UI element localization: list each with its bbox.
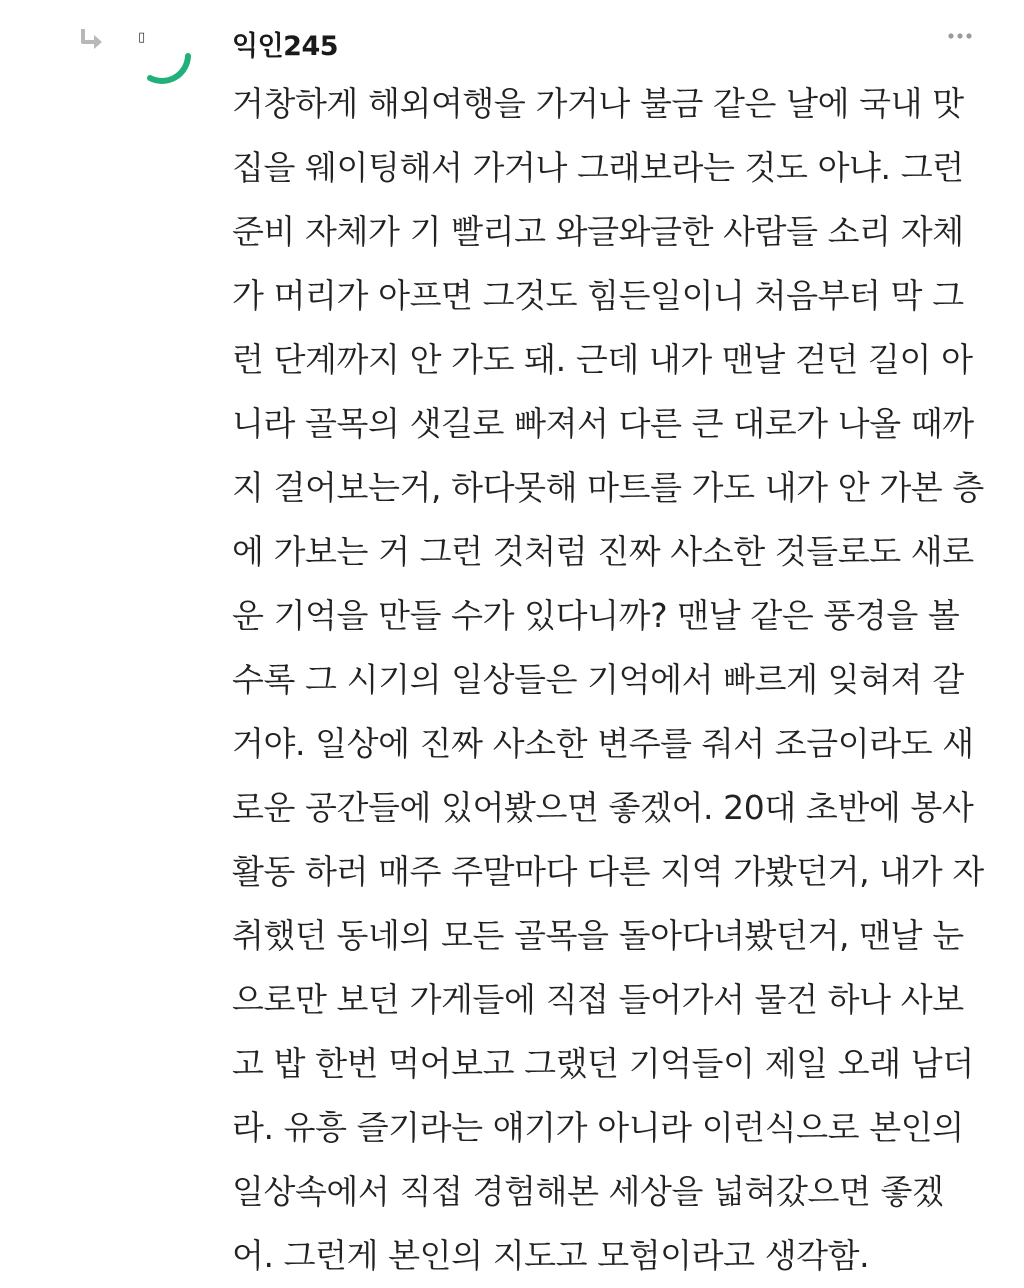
comment-line: 집을 웨이팅해서 가거나 그래보라는 것도 아냐. 그런 — [232, 148, 964, 187]
reply-arrow-icon — [78, 26, 108, 52]
comment-username: 익인245 — [232, 31, 339, 62]
comment-line: 준비 자체가 기 빨리고 와글와글한 사람들 소리 자체 — [232, 212, 964, 251]
comment-line: 활동 하러 매주 주말마다 다른 지역 가봤던거, 내가 자 — [232, 852, 984, 891]
comment-line: 가 머리가 아프면 그것도 힘든일이니 처음부터 막 그 — [232, 276, 964, 315]
comment-body — [232, 72, 984, 1288]
comment-line: 취했던 동네의 모든 골목을 돌아다녀봤던거, 맨날 눈 — [232, 916, 964, 955]
comment-line: 라. 유흥 즐기라는 얘기가 아니라 이런식으로 본인의 — [232, 1108, 964, 1147]
comment-line: 으로만 보던 가게들에 직접 들어가서 물건 하나 사보 — [232, 980, 964, 1019]
comment-line: 거야. 일상에 진짜 사소한 변주를 줘서 조금이라도 새 — [232, 724, 974, 763]
comment-line: 어. 그런게 본인의 지도고 모험이라고 생각함. — [232, 1236, 870, 1275]
comment-line: 거창하게 해외여행을 가거나 불금 같은 날에 국내 맛 — [232, 84, 964, 123]
more-options-icon[interactable] — [945, 26, 975, 46]
comment-line: 고 밥 한번 먹어보고 그랬던 기억들이 제일 오래 남더 — [232, 1044, 974, 1083]
comment-line: 운 기억을 만들 수가 있다니까? 맨날 같은 풍경을 볼 — [232, 596, 960, 635]
comment-line: 니라 골목의 샛길로 빠져서 다른 큰 대로가 나올 때까 — [232, 404, 974, 443]
comment-line: 지 걸어보는거, 하다못해 마트를 가도 내가 안 가본 층 — [232, 468, 984, 507]
comment-line: 일상속에서 직접 경험해본 세상을 넓혀갔으면 좋겠 — [232, 1172, 944, 1211]
comment-line: 런 단계까지 안 가도 돼. 근데 내가 맨날 걷던 길이 아 — [232, 340, 973, 379]
comment-line: 에 가보는 거 그런 것처럼 진짜 사소한 것들로도 새로 — [232, 532, 974, 571]
comment-line: 수록 그 시기의 일상들은 기억에서 빠르게 잊혀져 갈 — [232, 660, 964, 699]
comment-line: 로운 공간들에 있어봤으면 좋겠어. 20대 초반에 봉사 — [232, 788, 974, 827]
avatar-placeholder-glyph: ▯ — [138, 30, 146, 45]
